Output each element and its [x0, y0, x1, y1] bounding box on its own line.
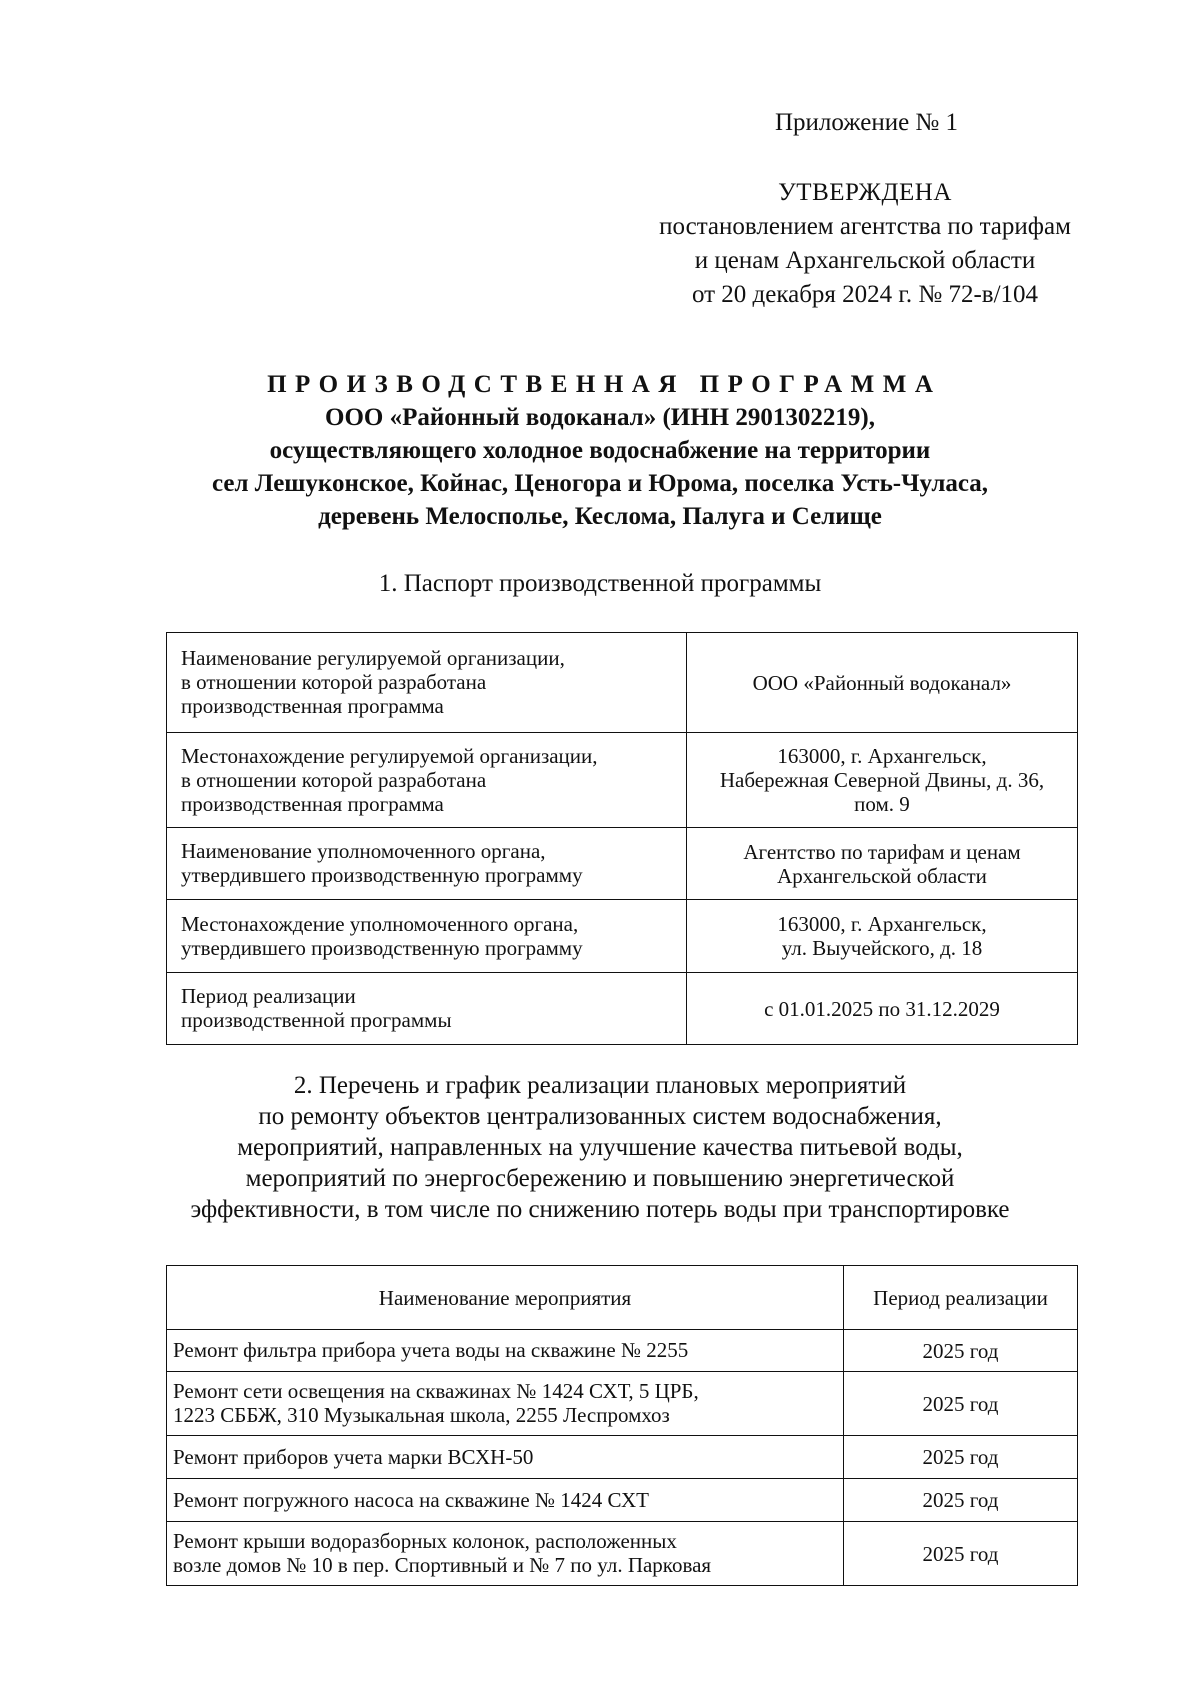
- measure-name-cell: [167, 1522, 844, 1586]
- section1-heading: [120, 568, 1080, 599]
- section2-heading: [120, 1070, 1080, 1225]
- cell-line: Местонахождение регулируемой организации,: [181, 743, 598, 768]
- program-title-line: сел Лешуконское, Койнас, Ценогора и Юрома, поселка Усть-Чуласа,: [211, 470, 989, 497]
- measure-name-cell: [167, 1436, 844, 1479]
- program-title: [150, 368, 1050, 533]
- cell-line: Набережная Северной Двины, д. 36,: [719, 768, 1045, 792]
- approval-line: от 20 декабря 2024 г. № 72-в/104: [691, 281, 1039, 308]
- cell-line: производственная программа: [181, 694, 444, 718]
- cell-line: 163000, г. Архангельск,: [777, 744, 987, 768]
- appendix-number: Приложение № 1: [775, 109, 959, 136]
- cell-line: Ремонт погружного насоса на скважине № 1424 СХТ: [173, 1487, 649, 1512]
- table-row: [167, 900, 1078, 973]
- cell-line: Наименование регулируемой организации,: [181, 646, 565, 670]
- cell-line: Ремонт сети освещения на скважинах № 1424 СХТ, 5 ЦРБ,: [173, 1379, 699, 1403]
- table-header-row: [167, 1266, 1078, 1330]
- measure-period-cell: 2025 год: [844, 1330, 1078, 1372]
- approval-line: постановлением агентства по тарифам: [659, 213, 1071, 240]
- program-title-line: ООО «Районный водоканал» (ИНН 2901302219),: [325, 404, 875, 431]
- cell-line: Период реализации: [181, 984, 356, 1008]
- measure-period-cell: 2025 год: [844, 1436, 1078, 1479]
- cell-line: Ремонт фильтра прибора учета воды на скважине № 2255: [173, 1338, 689, 1362]
- measures-table: [166, 1265, 1078, 1586]
- cell-line: в отношении которой разработана: [181, 670, 487, 694]
- section2-heading-line: эффективности, в том числе по снижению потерь воды при транспортировке: [190, 1196, 1010, 1223]
- table-row: [167, 973, 1078, 1045]
- passport-value-cell: [687, 828, 1078, 900]
- measure-name-cell: [167, 1479, 844, 1522]
- cell-line: 1223 СББЖ, 310 Музыкальная школа, 2255 Леспромхоз: [173, 1403, 670, 1427]
- cell-line: Архангельской области: [777, 863, 987, 888]
- program-title-line: деревень Мелосполье, Кеслома, Палуга и Селище: [318, 503, 882, 530]
- section2-heading-line: мероприятий по энергосбережению и повышению энергетической: [245, 1165, 955, 1192]
- cell-line: Ремонт приборов учета марки ВСХН-50: [173, 1444, 534, 1469]
- measure-name-cell: [167, 1330, 844, 1372]
- cell-line: ул. Выучейского, д. 18: [781, 936, 983, 960]
- cell-line: утвердившего производственную программу: [181, 935, 583, 960]
- passport-value-cell: [687, 900, 1078, 973]
- measure-name-cell: [167, 1372, 844, 1436]
- passport-table: [166, 632, 1078, 1045]
- passport-label-cell: [167, 828, 687, 900]
- table-row: [167, 1436, 1078, 1479]
- passport-value-cell: [687, 733, 1078, 828]
- section1-heading-text: 1. Паспорт производственной программы: [378, 570, 822, 597]
- column-header-name: Наименование мероприятия: [167, 1266, 844, 1330]
- section2-heading-line: мероприятий, направленных на улучшение качества питьевой воды,: [237, 1134, 963, 1161]
- program-title-line: ПРОИЗВОДСТВЕННАЯ ПРОГРАММА: [267, 371, 942, 398]
- cell-line: утвердившего производственную программу: [181, 863, 583, 887]
- cell-line: Местонахождение уполномоченного органа,: [181, 911, 579, 936]
- cell-line: Агентство по тарифам и ценам: [743, 839, 1021, 864]
- table-row: [167, 1330, 1078, 1372]
- approval-line: и ценам Архангельской области: [694, 247, 1036, 274]
- cell-line: с 01.01.2025 по 31.12.2029: [764, 996, 1000, 1021]
- measure-period-cell: 2025 год: [844, 1522, 1078, 1586]
- cell-line: Ремонт крыши водоразборных колонок, расположенных: [173, 1529, 677, 1553]
- measure-period-cell: 2025 год: [844, 1479, 1078, 1522]
- passport-value-cell: [687, 633, 1078, 733]
- cell-line: Наименование уполномоченного органа,: [181, 839, 546, 863]
- approved-word: УТВЕРЖДЕНА: [778, 179, 952, 206]
- cell-line: ООО «Районный водоканал»: [752, 670, 1012, 695]
- table-row: [167, 1372, 1078, 1436]
- table-row: [167, 733, 1078, 828]
- measure-period-cell: 2025 год: [844, 1372, 1078, 1436]
- cell-line: в отношении которой разработана: [181, 767, 487, 792]
- section2-heading-line: 2. Перечень и график реализации плановых мероприятий: [293, 1072, 907, 1099]
- cell-line: 163000, г. Архангельск,: [777, 912, 987, 936]
- cell-line: пом. 9: [854, 792, 910, 816]
- approval-stamp-block: [580, 176, 1150, 312]
- section2-heading-line: по ремонту объектов централизованных систем водоснабжения,: [258, 1103, 942, 1130]
- cell-line: возле домов № 10 в пер. Спортивный и № 7 по ул. Парковая: [173, 1553, 712, 1577]
- cell-line: производственной программы: [181, 1008, 452, 1032]
- table-row: [167, 828, 1078, 900]
- program-title-line: осуществляющего холодное водоснабжение на территории: [269, 437, 931, 464]
- table-row: [167, 1522, 1078, 1586]
- cell-line: производственная программа: [181, 791, 444, 816]
- passport-label-cell: [167, 633, 687, 733]
- passport-label-cell: [167, 900, 687, 973]
- table-row: [167, 1479, 1078, 1522]
- passport-value-cell: [687, 973, 1078, 1045]
- column-header-period: Период реализации: [844, 1266, 1078, 1330]
- passport-label-cell: [167, 973, 687, 1045]
- passport-label-cell: [167, 733, 687, 828]
- table-row: [167, 633, 1078, 733]
